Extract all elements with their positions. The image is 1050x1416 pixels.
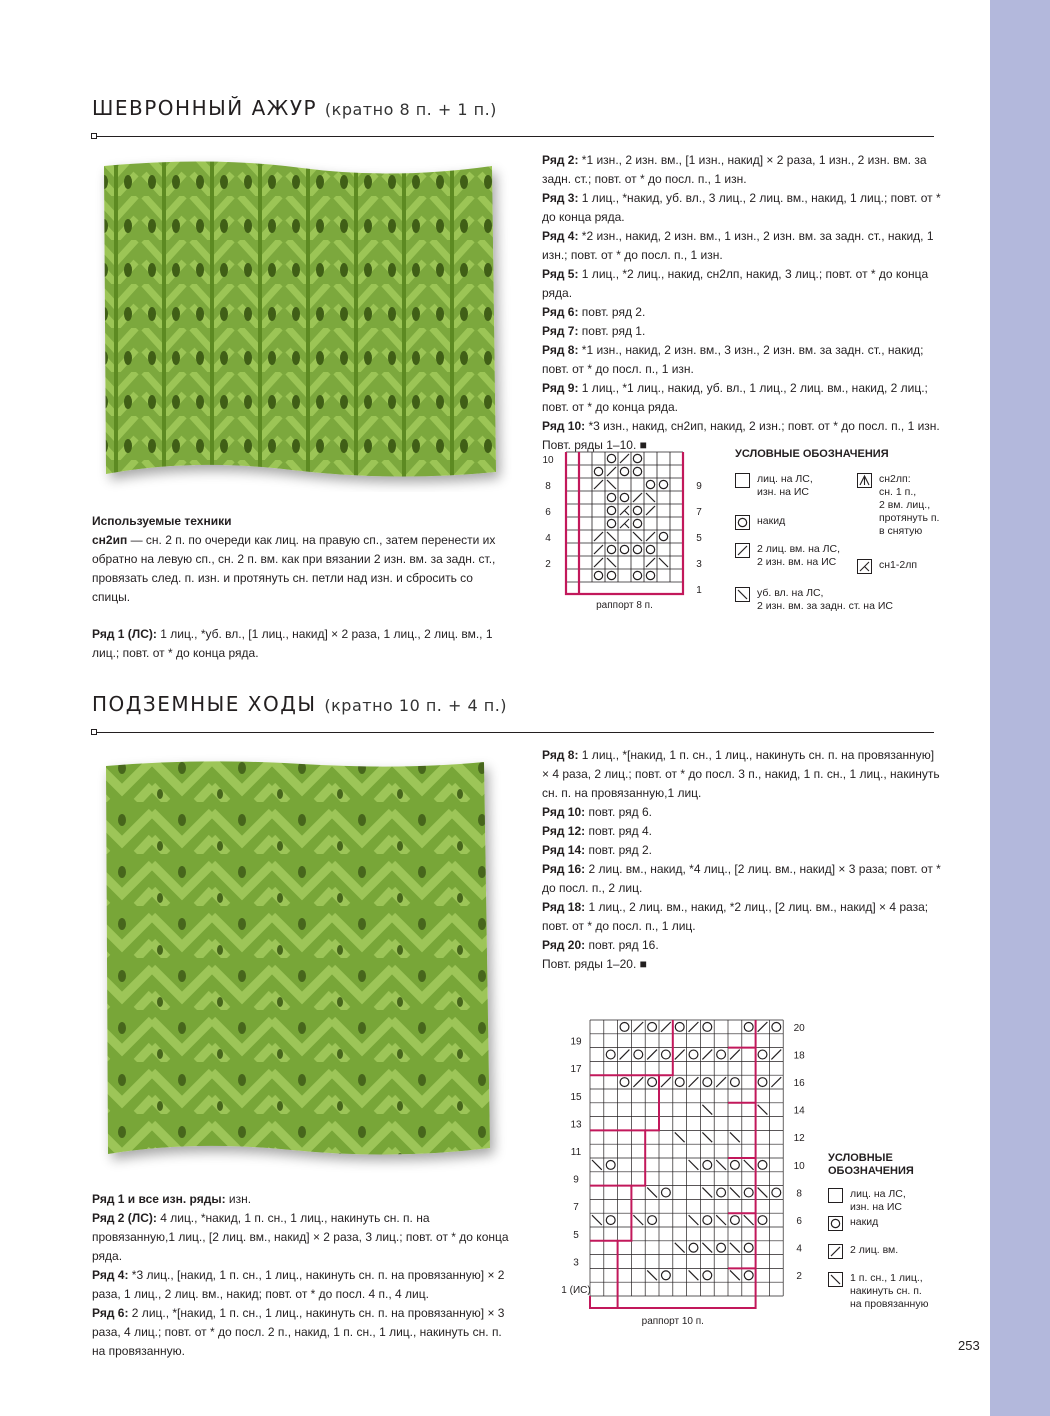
pattern-row [542,189,942,227]
ssk-symbol [647,1270,657,1280]
yarnover-symbol [620,545,628,553]
ssk-symbol [716,1215,726,1225]
repeat-note: Повт. ряды 1–10. ■ [542,438,647,452]
row-number: 8 [545,481,551,492]
k2tog-symbol [594,532,603,541]
k2tog-symbol [620,454,629,463]
row-text: *3 лиц., [накид, 1 п. сн., 1 лиц., накинуть сн. п. на провязанную] × 2 раза, 1 лиц., 2 лиц. вм., накид; повт. от * до посл. 4 п., 4 лиц. [92,1268,505,1301]
row-text: 2 лиц., *[накид, 1 п. сн., 1 лиц., накинуть сн. п. на провязанную] × 3 раза, 4 лиц.; повт. от * до посл. 2 п., накид, 1 п. сн., 1 лиц., накинуть сн. п. на провязанную. [92,1306,505,1358]
ssk-symbol [689,1160,699,1170]
row-number: 7 [573,1202,579,1214]
empty-icon [828,1188,843,1203]
row-number: 6 [796,1216,802,1227]
pattern-row [542,841,942,860]
repeat-label: раппорт 10 п. [641,1316,704,1327]
pattern-row [92,1304,512,1361]
yarnover-symbol [646,480,654,488]
row-label: Ряд 6: [92,1306,129,1320]
yarnover-symbol [620,493,628,501]
row-number: 18 [793,1050,805,1062]
row-number: 11 [570,1147,582,1158]
yarnover-symbol [703,1271,712,1280]
sk1k2-icon [857,559,872,574]
row-label: Ряд 6: [542,305,579,319]
yarnover-symbol [607,519,615,527]
yarnover-symbol [744,1271,753,1280]
yarnover-symbol [758,1216,767,1225]
ssk-symbol [607,558,616,567]
k2tog-symbol [716,1077,726,1087]
ssk-symbol [744,1215,754,1225]
pattern2-rows-left [92,1190,512,1361]
row-number: 9 [573,1174,579,1186]
row-text: *3 изн., накид, сн2ип, накид, 2 изн.; повт. от * до посл. п., 1 изн. [585,419,940,433]
yarnover-symbol [634,1050,643,1059]
pattern-row [542,227,942,265]
ssk-symbol [758,1188,768,1198]
ssk-symbol [607,480,616,489]
yarnover-symbol [659,480,667,488]
yarnover-symbol [689,1243,698,1252]
empty-icon [735,473,750,488]
yarnover-symbol [675,1022,684,1031]
k2tog-symbol [594,558,603,567]
pattern-row [542,860,942,898]
row-text: 4 лиц., *накид, 1 п. сн., 1 лиц., накинуть сн. п. на провязанную,1 лиц., [2 лиц. вм., накид] × 2 раза, 3 лиц.; повт. от * до конца ряда. [92,1211,509,1263]
yarnover-symbol [633,571,641,579]
row-number: 3 [573,1257,579,1269]
yarnover-symbol [703,1078,712,1087]
yarnover-symbol [607,506,615,514]
technique-text: — сн. 2 п. по очереди как лиц. на правую сп., затем перенести их обратно на левую сп., сн. 2 п. вм. как при вязании 2 изн. вм. за задн. ст., провязать след. п. изн. и протянуть сн. петли над изн. и сбросить со спицы. [92,533,496,604]
row-label: Ряд 8: [542,343,579,357]
pattern1-multiple: (кратно 8 п. + 1 п.) [324,100,497,119]
yarnover-symbol [607,454,615,462]
pattern-row [542,898,942,936]
pattern2-chart [536,1012,816,1327]
row-text: повт. ряд 2. [585,843,652,857]
row-label: Ряд 1 и все изн. ряды: [92,1192,226,1206]
row-number: 19 [570,1036,582,1048]
yarnover-symbol [758,1078,767,1087]
ssk-symbol [675,1132,685,1142]
legend-text: лиц. на ЛС, изн. на ИС [850,1188,906,1213]
k2tog-symbol [702,1050,712,1060]
row-label: Ряд 20: [542,938,586,952]
yarnover-symbol [620,1022,629,1031]
yarnover-symbol [607,571,615,579]
row-number: 6 [545,507,551,518]
k2tog-symbol [594,545,603,554]
yarnover-symbol [772,1188,781,1197]
ssk-symbol [689,1215,699,1225]
row-number: 5 [696,533,702,544]
row-number: 2 [545,559,551,570]
row-number: 2 [796,1271,802,1283]
pattern-row [92,1209,512,1266]
k2tog-symbol [607,467,616,476]
row-label: Ряд 12: [542,824,586,838]
pattern2-legend [828,1152,978,1332]
yarnover-symbol [633,454,641,462]
row-text: *2 изн., накид, 2 изн. вм., 1 изн., 2 изн. вм. за задн. ст., накид, 1 изн.; повт. от * до посл. п., 1 изн. [542,229,934,262]
ssk-symbol [730,1188,740,1198]
row-label: Ряд 5: [542,267,579,281]
pattern1-swatch-photo [92,152,512,492]
ssk-symbol [702,1188,712,1198]
ssk-symbol [702,1132,712,1142]
k2tog-symbol [620,1050,630,1060]
row-number: 13 [570,1119,582,1131]
k2tog-symbol [646,506,655,515]
repeat-label: раппорт 8 п. [596,600,653,611]
page-edge-tab [990,0,1050,1416]
row-label: Ряд 14: [542,843,586,857]
k2tog-symbol [771,1050,781,1060]
pattern1-techniques [92,512,512,663]
pattern-row [542,303,942,322]
row-text: *1 изн., 2 изн. вм., [1 изн., накид] × 2 раза, 1 изн., 2 изн. вм. за задн. ст.; повт. от * до посл. п., 1 изн. [542,153,927,186]
pattern-row [542,151,942,189]
pattern2-title-text: ПОДЗЕМНЫЕ ХОДЫ [92,692,317,716]
k2tog-symbol [758,1022,768,1032]
row-number: 3 [696,559,702,570]
ssk-symbol [716,1160,726,1170]
sk2p-icon [857,473,872,488]
yarnover-symbol [620,467,628,475]
row-number: 17 [570,1064,582,1076]
yarnover-symbol [744,1022,753,1031]
pattern-row [92,1266,512,1304]
ssk-symbol [592,1215,602,1225]
pattern-row [542,936,942,955]
pattern-row [542,746,942,803]
yarnover-symbol [730,1160,739,1169]
row-number: 12 [793,1133,805,1145]
page-number: 253 [958,1338,980,1353]
legend-text: 1 п. сн., 1 лиц., накинуть сн. п. на провязанную [850,1272,929,1310]
yarnover-symbol [730,1078,739,1087]
ssk-symbol [689,1270,699,1280]
pattern-row [542,265,942,303]
yarnover-symbol [730,1216,739,1225]
yarnover-symbol [744,1188,753,1197]
ssk-symbol [758,1105,768,1115]
yarnover-symbol [648,1078,657,1087]
ssk-symbol [659,558,668,567]
row-text: повт. ряд 1. [578,324,646,338]
legend-text: накид [757,515,786,527]
pattern1-title [92,96,497,120]
k2tog-symbol [730,1050,740,1060]
pattern2-swatch-photo [92,750,512,1180]
yarnover-symbol [607,545,615,553]
row-label: Ряд 4: [92,1268,129,1282]
yarnover-symbol [607,493,615,501]
row-text: 1 лиц., *2 лиц., накид, сн2лп, накид, 3 лиц.; повт. от * до конца ряда. [542,267,929,300]
yarnover-symbol [633,506,641,514]
repeat-note: Повт. ряды 1–20. ■ [542,957,647,971]
row-label: Ряд 3: [542,191,579,205]
yarnover-symbol [675,1078,684,1087]
pattern1-rows [542,151,942,455]
row-label: Ряд 18: [542,900,586,914]
row-text: повт. ряд 16. [585,938,659,952]
k2tog-symbol [661,1022,671,1032]
yarnover-symbol [758,1050,767,1059]
legend-text: 2 лиц. вм. на ЛС, 2 изн. вм. на ИС [757,543,841,568]
ssk-symbol [647,1188,657,1198]
row-label: Ряд 4: [542,229,579,243]
yarnover-symbol [703,1216,712,1225]
k2tog-symbol [633,493,642,502]
yarnover-symbol [594,467,602,475]
section-rule [92,732,934,733]
ssk-symbol [633,532,642,541]
yarnover-symbol [717,1188,726,1197]
yarnover-symbol [606,1160,615,1169]
k2tog-icon [735,543,750,558]
row-label: Ряд 10: [542,805,586,819]
yarnover-symbol [689,1050,698,1059]
legend-text: накид [850,1216,879,1228]
pattern-row [542,379,942,417]
pattern-row [92,1190,512,1209]
pattern1-title-text: ШЕВРОННЫЙ АЖУР [92,96,318,120]
yarnover-symbol [633,545,641,553]
row-label: Ряд 7: [542,324,579,338]
k2tog-symbol [675,1050,685,1060]
pattern2-title [92,692,507,716]
row-number: 9 [696,481,702,492]
section-rule [92,136,934,137]
yarnover-symbol [648,1022,657,1031]
yarnover-symbol [703,1160,712,1169]
ssk-symbol [730,1243,740,1253]
yarnover-symbol [633,519,641,527]
pattern-row [542,322,942,341]
ssk-symbol [702,1105,712,1115]
ssk-symbol [633,1215,643,1225]
k2tog-symbol [633,1022,643,1032]
technique-term: сн2ип [92,533,128,547]
yarnover-symbol [744,1243,753,1252]
legend-title: УСЛОВНЫЕ ОБОЗНАЧЕНИЯ [735,448,889,460]
pattern1-legend [735,448,975,618]
row-text: 1 лиц., *[накид, 1 п. сн., 1 лиц., накинуть сн. п. на провязанную] × 4 раза, 2 лиц.; повт. от * до посл. 3 п., накид, 1 п. сн., 1 лиц., накинуть сн. п. на провязанную,1 лиц. [542,748,940,800]
ssk-symbol [607,532,616,541]
ssk-icon [828,1272,843,1287]
yarnover-symbol [659,532,667,540]
k2tog-symbol [771,1077,781,1087]
pattern2-multiple: (кратно 10 п. + 4 п.) [324,696,508,715]
ssk-symbol [730,1270,740,1280]
yarnover-symbol [758,1160,767,1169]
k2tog-symbol [689,1077,699,1087]
row-number: 7 [696,507,702,518]
sk1k2-symbol [620,506,629,515]
row-number: 8 [796,1188,802,1200]
k2tog-symbol [689,1022,699,1032]
k2tog-symbol [594,480,603,489]
row-text: изн. [225,1192,252,1206]
pattern2-rows-right [542,746,942,974]
yarnover-symbol [661,1271,670,1280]
yarnover-symbol [661,1188,670,1197]
legend-text: 2 лиц. вм. [850,1244,899,1256]
techniques-heading: Используемые техники [92,514,232,528]
ssk-symbol [675,1243,685,1253]
pattern-row [542,341,942,379]
yarnover-symbol [703,1022,712,1031]
row-number: 4 [545,533,551,544]
row-text: повт. ряд 6. [585,805,652,819]
row-text: 1 лиц., *накид, уб. вл., 3 лиц., 2 лиц. вм., накид, 1 лиц.; повт. от * до конца ряда. [542,191,941,224]
ssk-symbol [702,1243,712,1253]
pattern-row [542,803,942,822]
ssk-symbol [646,493,655,502]
row-label: Ряд 16: [542,862,586,876]
legend-title: УСЛОВНЫЕ ОБОЗНАЧЕНИЯ [828,1152,914,1177]
legend-text: сн1-2лп [879,559,918,571]
yarnover-symbol [717,1243,726,1252]
row-label: Ряд 1 (ЛС): [92,627,157,641]
row-number: 5 [573,1229,579,1241]
row-number: 16 [793,1078,805,1089]
yarnover-symbol [646,571,654,579]
k2tog-icon [828,1244,843,1259]
row-text: 1 лиц., *1 лиц., накид, уб. вл., 1 лиц., 2 лиц. вм., накид, 2 лиц.; повт. от * до конца ряда. [542,381,928,414]
legend-text: сн2лп: сн. 1 п., 2 вм. лиц., протянуть п. в снятую [879,473,940,537]
row-text: повт. ряд 4. [585,824,652,838]
ssk-symbol [592,1160,602,1170]
ssk-symbol [744,1160,754,1170]
k2tog-symbol [647,1050,657,1060]
yarnover-icon [828,1216,843,1231]
yarnover-icon [735,515,750,530]
row-text: *1 изн., накид, 2 изн. вм., 3 изн., 2 изн. вм. за задн. ст., накид; повт. от * до посл. п., 1 изн. [542,343,924,376]
row-number: 10 [793,1160,805,1172]
yarnover-symbol [606,1050,615,1059]
legend-text: лиц. на ЛС, изн. на ИС [757,473,813,498]
row-number: 1 [696,585,702,596]
row-text: повт. ряд 2. [578,305,646,319]
pattern1-chart [540,446,720,616]
row-text: 2 лиц. вм., накид, *4 лиц., [2 лиц. вм., накид] × 3 раза; повт. от * до посл. п., 2 лиц. [542,862,941,895]
pattern-row [542,822,942,841]
yarnover-symbol [717,1050,726,1059]
yarnover-symbol [646,545,654,553]
sk1k2-symbol [620,519,629,528]
k2tog-symbol [646,558,655,567]
row-label: Ряд 8: [542,748,579,762]
k2tog-symbol [661,1077,671,1087]
ssk-icon [735,587,750,602]
row-label: Ряд 10: [542,419,586,433]
row-number: 1 (ИС) [561,1285,591,1296]
yarnover-symbol [633,467,641,475]
row-number: 4 [796,1243,802,1255]
row-text: 1 лиц., *уб. вл., [1 лиц., накид] × 2 раза, 1 лиц., 2 лиц. вм., 1 лиц.; повт. от * до конца ряда. [92,627,493,660]
row-text: 1 лиц., 2 лиц. вм., накид, *2 лиц., [2 лиц. вм., накид] × 4 раза; повт. от * до посл. п., 1 лиц. [542,900,929,933]
yarnover-symbol [606,1216,615,1225]
k2tog-symbol [646,532,655,541]
yarnover-symbol [772,1022,781,1031]
row-label: Ряд 2 (ЛС): [92,1211,157,1225]
legend-text: уб. вл. на ЛС, 2 изн. вм. за задн. ст. на ИС [757,587,893,612]
yarnover-symbol [594,571,602,579]
row-number: 20 [793,1022,805,1034]
row-label: Ряд 9: [542,381,579,395]
pattern-row [542,417,942,436]
row-number: 10 [542,455,554,466]
yarnover-symbol [661,1050,670,1059]
yarnover-symbol [620,1078,629,1087]
row-number: 15 [570,1091,582,1103]
yarnover-symbol [648,1216,657,1225]
row-number: 14 [793,1105,805,1117]
ssk-symbol [730,1132,740,1142]
row-label: Ряд 2: [542,153,579,167]
k2tog-symbol [633,1077,643,1087]
